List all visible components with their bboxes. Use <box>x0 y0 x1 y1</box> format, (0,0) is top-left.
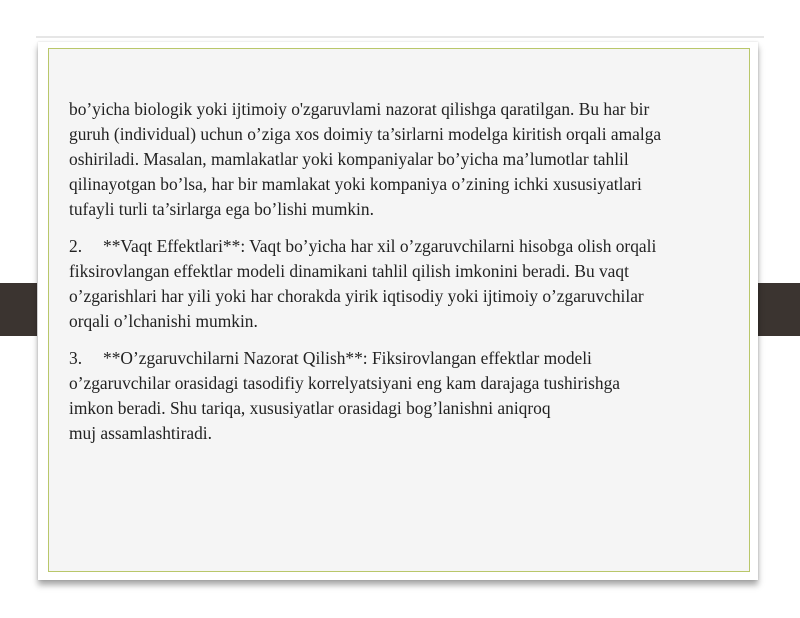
paragraph-1 <box>69 97 739 222</box>
top-divider <box>36 36 764 38</box>
text-line: oshiriladi. Masalan, mamlakatlar yoki kompaniyalar bo’yicha ma’lumotlar tahlil <box>69 149 629 169</box>
text-line-content: **O’zgaruvchilarni Nazorat Qilish**: Fiksirovlangan effektlar modeli <box>103 348 592 368</box>
text-line <box>69 346 739 371</box>
text-line-content: **Vaqt Effektlari**: Vaqt bo’yicha har xil o’zgaruvchilarni hisobga olish orqali <box>103 236 657 256</box>
list-number: 2. <box>69 236 83 256</box>
text-line: muj assamlashtiradi. <box>69 423 212 443</box>
text-line: imkon beradi. Shu tariqa, xususiyatlar orasidagi bog’lanishni aniqroq <box>69 398 551 418</box>
text-line: tufayli turli ta’sirlarga ega bo’lishi mumkin. <box>69 199 374 219</box>
list-number: 3. <box>69 348 83 368</box>
paragraph-2 <box>69 234 739 334</box>
text-line: bo’yicha biologik yoki ijtimoiy o'zgaruvlami nazorat qilishga qaratilgan. Bu har bir <box>69 99 650 119</box>
text-line: qilinayotgan bo’lsa, har bir mamlakat yoki kompaniya o’zining ichki xususiyatlari <box>69 174 642 194</box>
left-accent-bar <box>0 283 37 336</box>
text-line: o’zgaruvchilar orasidagi tasodifiy korrelyatsiyani eng kam darajaga tushirishga <box>69 373 620 393</box>
slide <box>38 42 758 580</box>
text-panel <box>48 48 750 572</box>
text-line: guruh (individual) uchun o’ziga xos doimiy ta’sirlarni modelga kiritish orqali amalga <box>69 124 662 144</box>
text-line: orqali o’lchanishi mumkin. <box>69 311 258 331</box>
text-line: o’zgarishlari har yili yoki har chorakda yirik iqtisodiy yoki ijtimoiy o’zgaruvchilar <box>69 286 644 306</box>
text-line: fiksirovlangan effektlar modeli dinamikani tahlil qilish imkonini beradi. Bu vaqt <box>69 261 629 281</box>
slide-content <box>69 97 739 458</box>
text-line <box>69 234 739 259</box>
paragraph-3 <box>69 346 739 446</box>
